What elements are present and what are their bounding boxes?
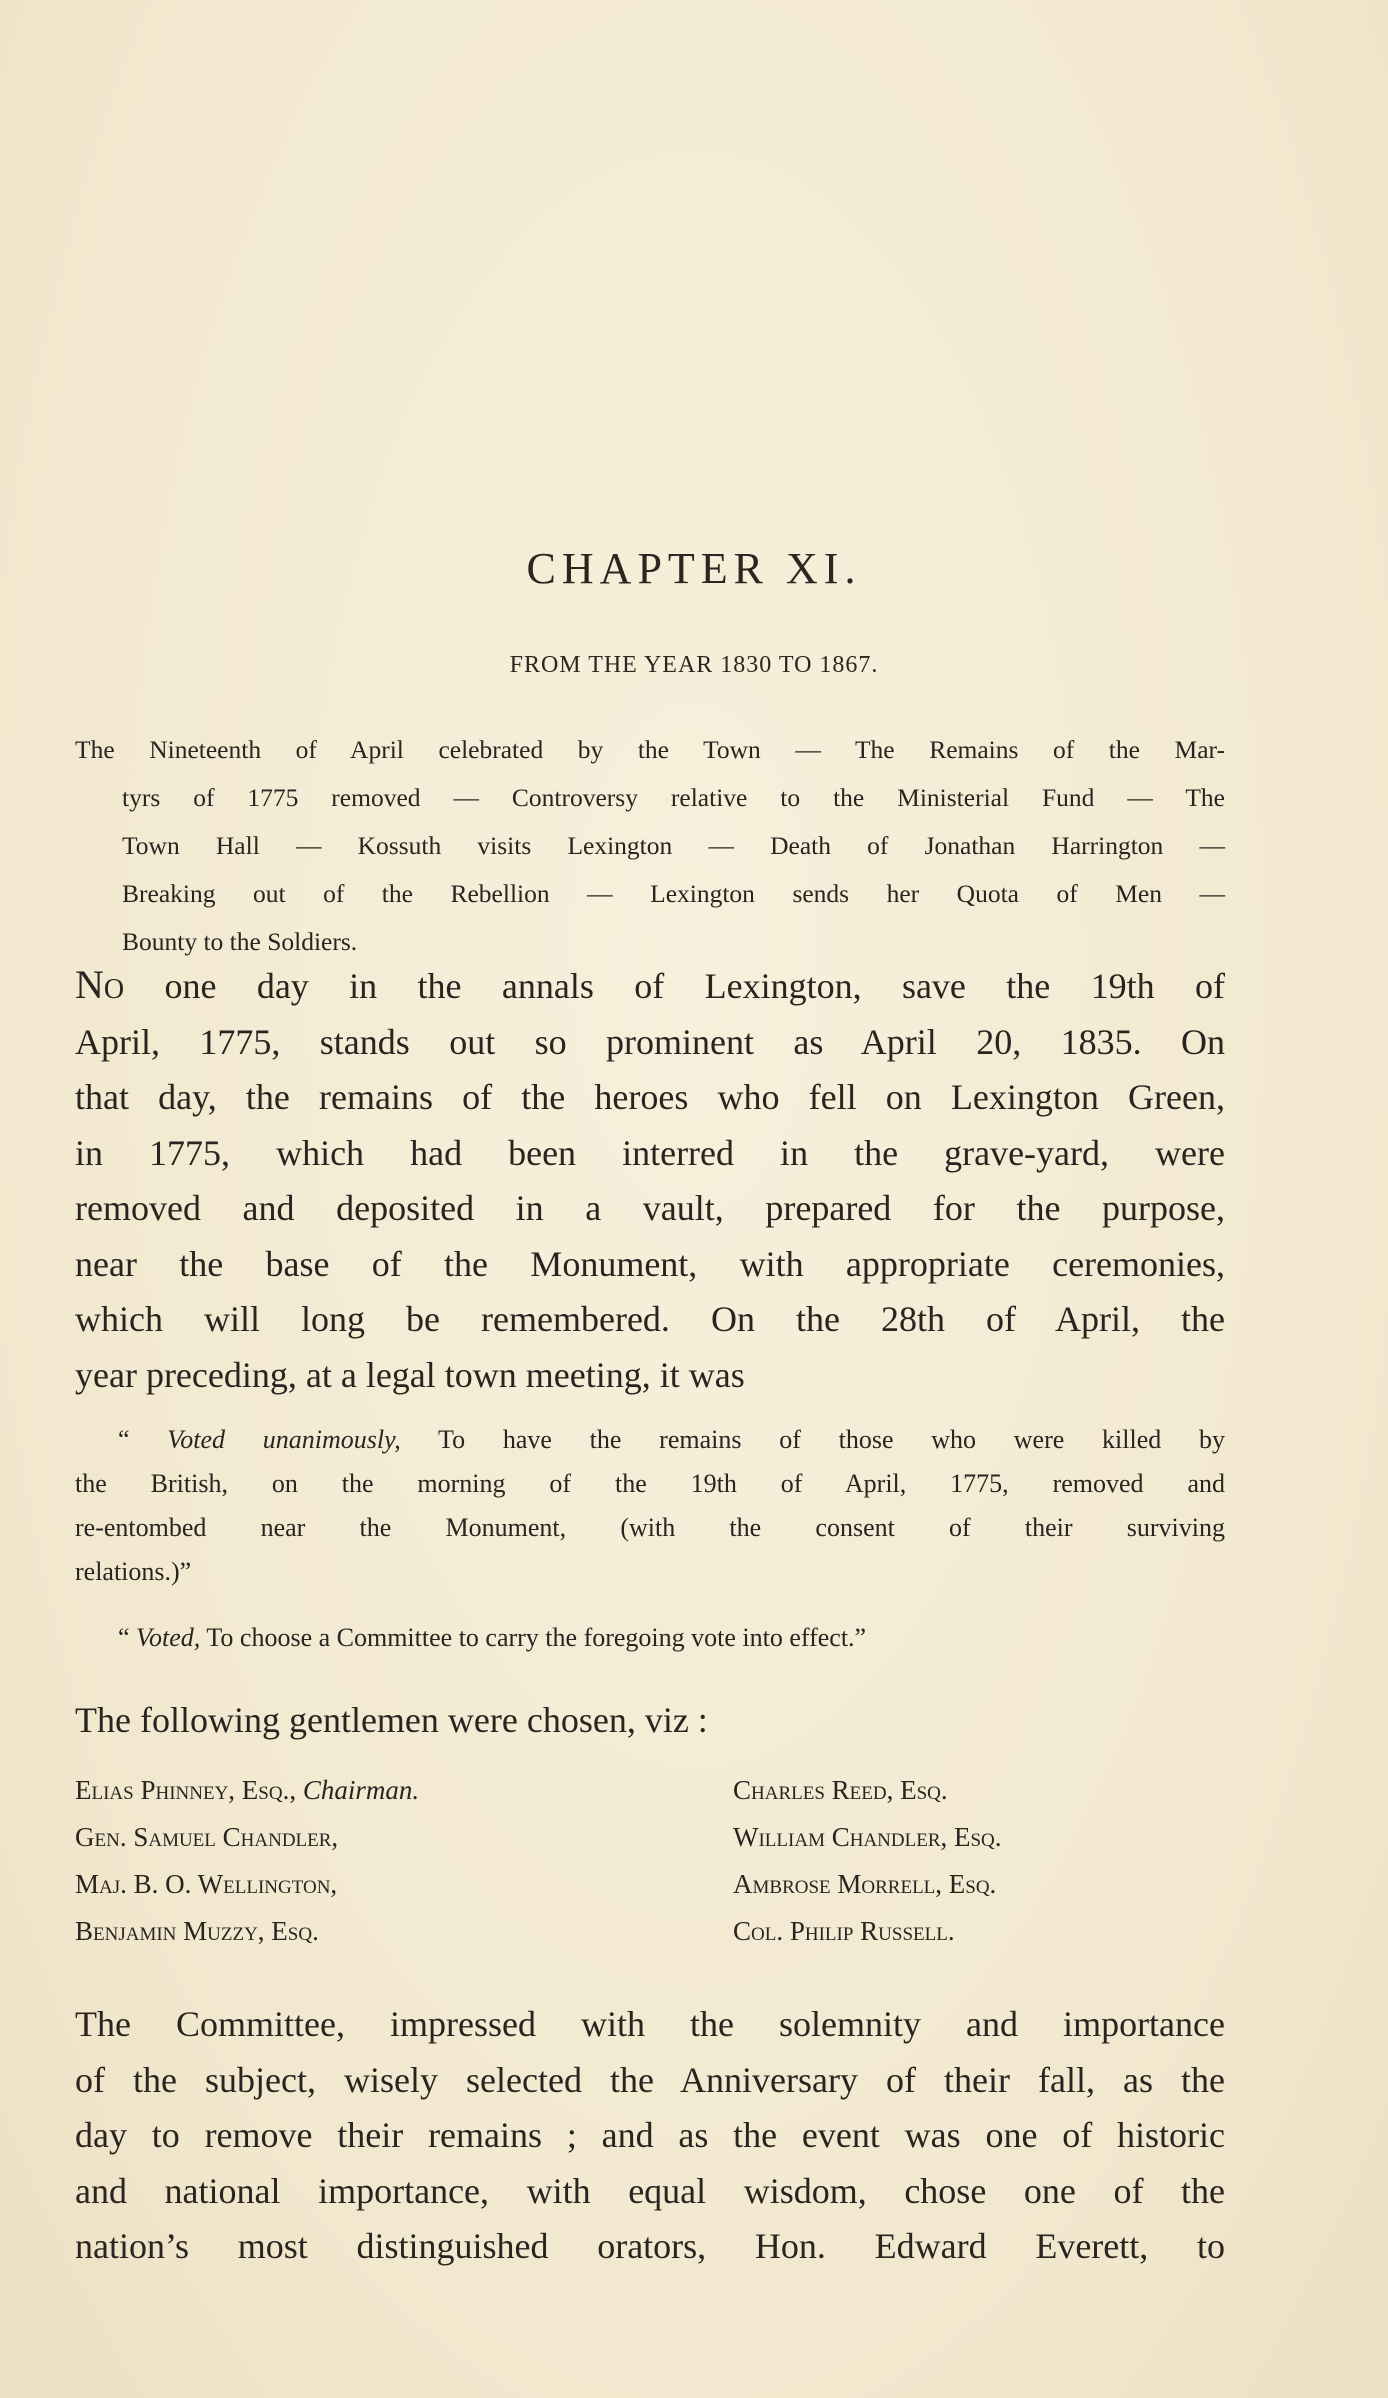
paragraph-line: in 1775, which had been interred in the grave-yard, were	[75, 1132, 1225, 1173]
quote-italic-lead: Voted,	[136, 1623, 201, 1652]
paragraph-line: nation’s most distinguished orators, Hon. Edward Everett, to	[75, 2226, 1225, 2266]
quote-open-mark: “	[118, 1425, 168, 1454]
committee-member: Benjamin Muzzy, Esq.	[75, 1916, 319, 1946]
summary-line: The Nineteenth of April celebrated by the Town — The Remains of the Mar-	[75, 735, 1225, 764]
committee-member: Charles Reed, Esq.	[733, 1775, 948, 1805]
summary-line: Breaking out of the Rebellion — Lexington sends her Quota of Men —	[122, 879, 1225, 908]
member-name: Elias Phinney, Esq.,	[75, 1775, 303, 1805]
chapter-summary	[75, 726, 1225, 966]
paragraph-line: near the base of the Monument, with appropriate ceremonies,	[75, 1243, 1225, 1284]
committee-member: William Chandler, Esq.	[733, 1822, 1002, 1852]
paragraph-2	[75, 1997, 1225, 2275]
committee-column-right	[733, 1767, 1002, 1955]
quote-vote-1	[75, 1418, 1225, 1594]
paragraph-line: April, 1775, stands out so prominent as April 20, 1835. On	[75, 1021, 1225, 1062]
committee-member	[75, 1767, 419, 1814]
paragraph-line: year preceding, at a legal town meeting, it was	[75, 1354, 745, 1395]
quote-line	[118, 1616, 1225, 1660]
quote-line-text: To have the remains of those who were killed by	[400, 1425, 1225, 1454]
committee-column-left	[75, 1767, 419, 1955]
paragraph-line: of the subject, wisely selected the Anniversary of their fall, as the	[75, 2059, 1225, 2100]
quote-open-mark: “	[118, 1623, 137, 1652]
quote-line: re-entombed near the Monument, (with the consent of their surviving	[75, 1513, 1225, 1542]
paragraph-line	[75, 957, 1225, 1015]
quote-italic-lead: Voted unanimously,	[167, 1425, 401, 1454]
committee-member: Col. Philip Russell.	[733, 1916, 955, 1946]
quote-line: relations.)”	[75, 1557, 192, 1586]
committee-member: Gen. Samuel Chandler,	[75, 1822, 339, 1852]
quote-line: the British, on the morning of the 19th of April, 1775, removed and	[75, 1469, 1225, 1498]
paragraph-line: day to remove their remains ; and as the event was one of historic	[75, 2115, 1225, 2155]
paragraph-line: The Committee, impressed with the solemnity and importance	[75, 2004, 1225, 2044]
following-sentence: The following gentlemen were chosen, viz :	[75, 1700, 708, 1740]
paragraph-line: which will long be remembered. On the 28th of April, the	[75, 1299, 1225, 1339]
chapter-title: CHAPTER XI.	[526, 544, 862, 593]
quote-line	[75, 1418, 1225, 1462]
paragraph-1	[75, 957, 1225, 1403]
first-word: No	[75, 962, 125, 1007]
quote-vote-2	[118, 1616, 1225, 1660]
paragraph-line: removed and deposited in a vault, prepared for the purpose,	[75, 1188, 1225, 1228]
paragraph-line: that day, the remains of the heroes who fell on Lexington Green,	[75, 1077, 1225, 1117]
summary-line: Town Hall — Kossuth visits Lexington — Death of Jonathan Harrington —	[122, 831, 1225, 860]
chapter-subtitle: FROM THE YEAR 1830 TO 1867.	[509, 652, 879, 678]
committee-member: Maj. B. O. Wellington,	[75, 1869, 338, 1899]
paragraph-line: and national importance, with equal wisdom, chose one of the	[75, 2170, 1225, 2211]
paragraph-line-text: one day in the annals of Lexington, save the 19th of	[124, 966, 1225, 1006]
quote-line-text: To choose a Committee to carry the foregoing vote into effect.”	[200, 1623, 867, 1652]
member-role: Chairman.	[302, 1775, 420, 1805]
summary-line: Bounty to the Soldiers.	[122, 927, 358, 956]
committee-member: Ambrose Morrell, Esq.	[733, 1869, 997, 1899]
summary-line: tyrs of 1775 removed — Controversy relative to the Ministerial Fund — The	[122, 783, 1225, 812]
